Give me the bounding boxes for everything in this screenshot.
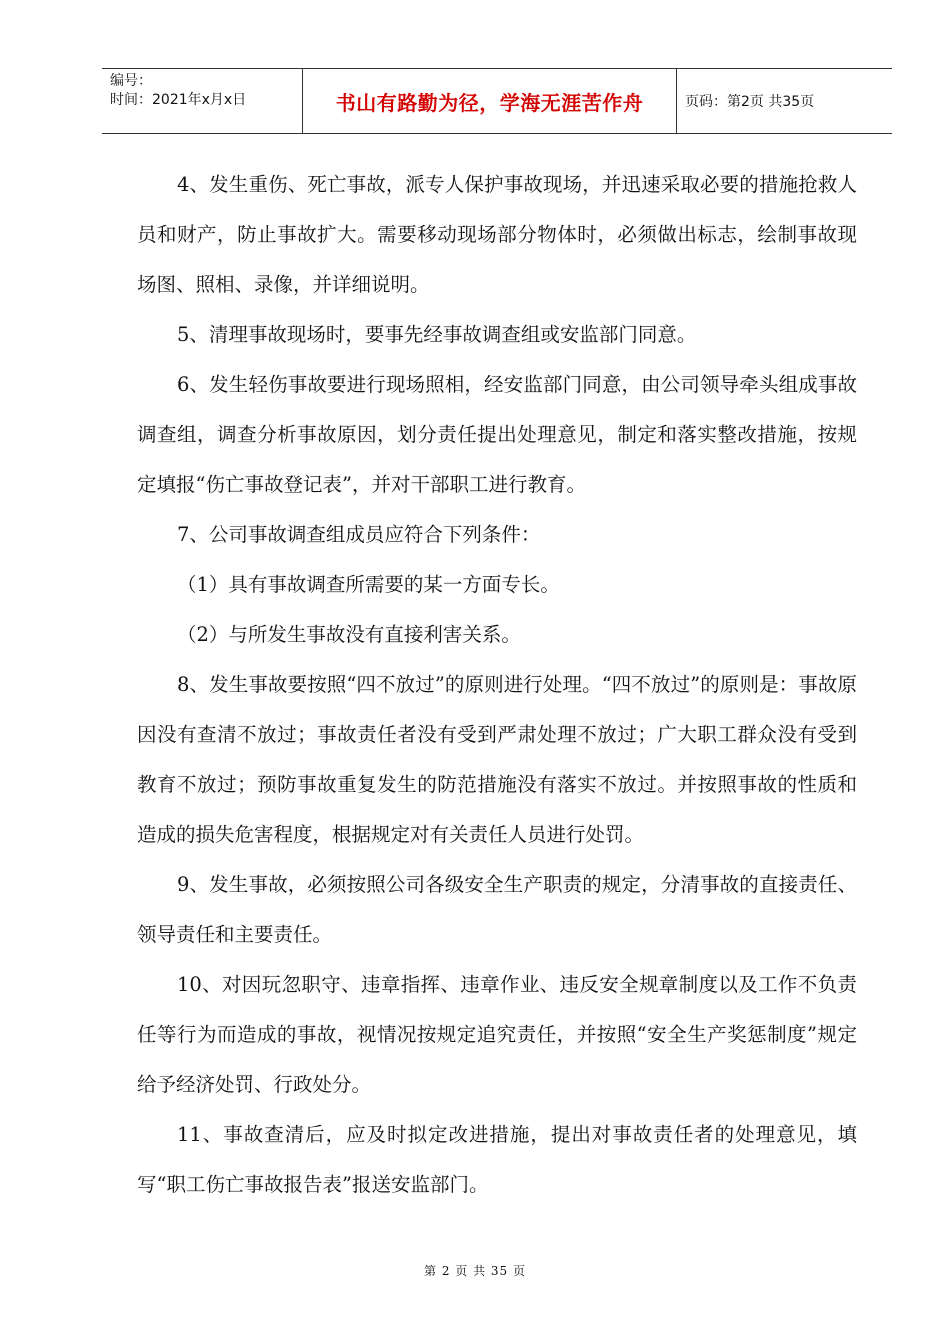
header-page-label: 页码：第2页 共35页 — [685, 94, 815, 110]
paragraph-9: 9、发生事故，必须按照公司各级安全生产职责的规定，分清事故的直接责任、领导责任和主要责任。 — [137, 873, 857, 946]
paragraph-11: 11、事故查清后，应及时拟定改进措施，提出对事故责任者的处理意见，填写“职工伤亡事故报告表”报送安监部门。 — [137, 1123, 857, 1196]
document-body — [137, 160, 857, 1210]
serial-label: 编号： — [110, 73, 152, 89]
page-header — [102, 68, 892, 134]
paragraph-7-2: （2）与所发生事故没有直接利害关系。 — [177, 623, 521, 646]
page-footer: 第 2 页 共 35 页 — [424, 1264, 526, 1278]
header-meta — [102, 69, 303, 133]
paragraph-10: 10、对因玩忽职守、违章指挥、违章作业、违反安全规章制度以及工作不负责任等行为而造成的事故，视情况按规定追究责任，并按照“安全生产奖惩制度”规定给予经济处罚、行政处分。 — [137, 973, 857, 1096]
paragraph-4: 4、发生重伤、死亡事故，派专人保护事故现场，并迅速采取必要的措施抢救人员和财产，防止事故扩大。需要移动现场部分物体时，必须做出标志，绘制事故现场图、照相、录像，并详细说明。 — [137, 173, 857, 296]
paragraph-5: 5、清理事故现场时，要事先经事故调查组或安监部门同意。 — [177, 323, 697, 346]
paragraph-7: 7、公司事故调查组成员应符合下列条件： — [177, 523, 541, 546]
paragraph-7-1: （1）具有事故调查所需要的某一方面专长。 — [177, 573, 560, 596]
paragraph-6: 6、发生轻伤事故要进行现场照相，经安监部门同意，由公司领导牵头组成事故调查组，调查分析事故原因，划分责任提出处理意见，制定和落实整改措施，按规定填报“伤亡事故登记表”，并对干部职工进行教育。 — [137, 373, 857, 496]
time-label: 时间：2021年x月x日 — [110, 92, 247, 108]
header-motto: 书山有路勤为径，学海无涯苦作舟 — [303, 69, 677, 133]
paragraph-8: 8、发生事故要按照“四不放过”的原则进行处理。“四不放过”的原则是：事故原因没有查清不放过；事故责任者没有受到严肃处理不放过；广大职工群众没有受到教育不放过；预防事故重复发生的防范措施没有落实不放过。并按照事故的性质和造成的损失危害程度，根据规定对有关责任人员进行处罚。 — [137, 673, 857, 846]
